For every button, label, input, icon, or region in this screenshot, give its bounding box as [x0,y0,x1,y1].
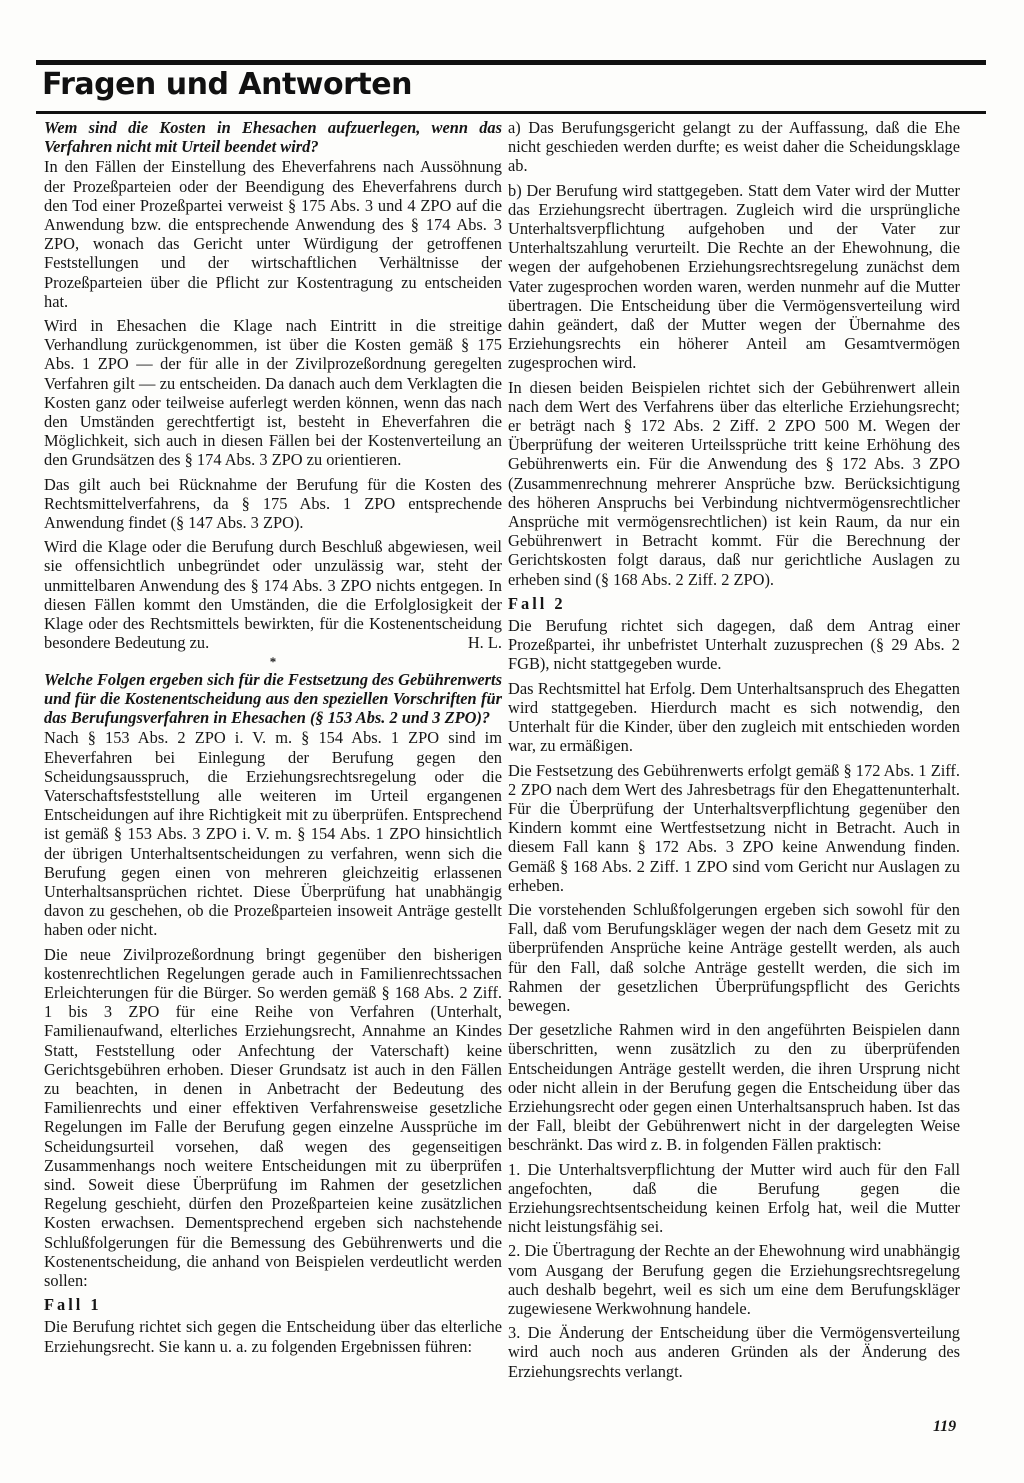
paragraph: Die Berufung richtet sich gegen die Entscheidung über das elterliche Erziehungsrecht. Sie kann u. a. zu folgenden Ergebnissen führen: [44,1317,502,1356]
question-heading: Welche Folgen ergeben sich für die Festsetzung des Gebührenwerts und für die Kostenentscheidung aus den speziellen Vorschriften für das Berufungsverfahren in Ehesachen (§ 153 Abs. 2 und 3 ZPO)? [44,669,502,728]
paragraph: Wird in Ehesachen die Klage nach Eintritt in die streitige Verhandlung zurückgenommen, ist über die Kosten gemäß § 175 Abs. 1 ZPO — der für alle in der Zivilprozeßordnung geregelten Verfahren gilt — zu entscheiden. Da danach auch dem Verklagten die Kosten ganz oder teilweise auferlegt werden können, wenn das nach den Umständen gerechtfertigt ist, besteht in Eheverfahren die Möglichkeit, sich auch in diesen Fällen bei der Kostenverteilung an den Grundsätzen des § 174 Abs. 3 ZPO zu orientieren. [44,316,502,470]
section-separator: * [269,653,277,669]
paragraph: Die Festsetzung des Gebührenwerts erfolgt gemäß § 172 Abs. 1 Ziff. 2 ZPO nach dem Wert des Jahresbetrags für den Ehegattenunterhalt. Für die Überprüfung der Unterhaltsverpflichtung gegenüber den Kindern kommt eine Wertfestsetzung nicht in Betracht. Auch in diesem Fall kann § 172 Abs. 3 ZPO keine Anwendung finden. Gemäß § 168 Abs. 2 Ziff. 1 ZPO sind vom Gericht nur Auslagen zu erheben. [508,760,960,895]
paragraph: a) Das Berufungsgericht gelangt zu der Auffassung, daß die Ehe nicht geschieden werden durfte; es weist daher die Scheidungsklage ab. [508,118,960,176]
paragraph: b) Der Berufung wird stattgegeben. Statt dem Vater wird der Mutter das Erziehungsrecht übertragen. Zugleich wird die ursprüngliche Unterhaltsverpflichtung aufgehoben und der Vater zur Unterhaltszahlung verurteilt. Die Rechte an der Ehewohnung, die wegen der aufgehobenen Erziehungsrechtsregelung zunächst dem Vater zugesprochen worden waren, werden nunmehr auf die Mutter übertragen. Die Entscheidung über die Vermögensverteilung wird dahin geändert, daß der Mutter wegen der Übernahme des Erziehungsrechts ein höherer Anteil am Gesamtvermögen zugesprochen wird. [508,180,960,373]
left-column [44,118,502,1361]
paragraph: In diesen beiden Beispielen richtet sich der Gebührenwert allein nach dem Wert des Verfahrens über das elterliche Erziehungsrecht; er beträgt nach § 172 Abs. 2 Ziff. 2 ZPO 500 M. Wegen der Überprüfung der weiteren Urteilssprüche tritt keine Erhöhung des Gebührenwerts ein. Für die Anwendung des § 172 Abs. 3 ZPO (Zusammenrechnung mehrerer Ansprüche bzw. Berücksichtigung des höheren Anspruchs bei Verbindung nichtvermögensrechtlicher Ansprüche mit vermögensrechtlichen) ist kein Raum, da nur ein Gebührenwert in Betracht kommt. Für die Berechnung der Gerichtskosten folgt daraus, daß nur gerichtliche Auslagen zu erheben sind (§ 168 Abs. 2 Ziff. 2 ZPO). [508,377,960,589]
paragraph: Das gilt auch bei Rücknahme der Berufung für die Kosten des Rechtsmittelverfahrens, da § 175 Abs. 1 ZPO entsprechende Anwendung findet (§ 147 Abs. 3 ZPO). [44,474,502,533]
question-heading: Wem sind die Kosten in Ehesachen aufzuerlegen, wenn das Verfahren nicht mit Urteil beendet wird? [44,118,502,157]
list-item: 1. Die Unterhaltsverpflichtung der Mutter wird auch für den Fall angefochten, daß die Berufung gegen die Erziehungsrechtsentscheidung keinen Erfolg hat, weil die Mutter nicht leistungsfähig sei. [508,1159,960,1237]
case-heading: Fall 1 [44,1295,102,1315]
author-signature: H. L. [467,633,502,653]
paragraph: Die Berufung richtet sich dagegen, daß dem Antrag einer Prozeßpartei, ihr unbefristet Unterhalt zuzusprechen (§ 29 Abs. 2 FGB), nicht stattgegeben wurde. [508,616,960,674]
page-number: 119 [933,1418,957,1435]
paragraph: Der gesetzliche Rahmen wird in den angeführten Beispielen dann überschritten, wenn zusätzlich zu den zu überprüfenden Entscheidungen Anträge gestellt werden, die ihren Ursprung nicht oder nicht allein in der Berufung gegen die Entscheidung über das Erziehungsrecht oder gegen einen Unterhaltsanspruch haben. Ist das der Fall, bleibt der Gebührenwert nicht in der dargelegten Weise beschränkt. Das wird z. B. in folgenden Fällen praktisch: [508,1020,960,1155]
list-item: 2. Die Übertragung der Rechte an der Ehewohnung wird unabhängig vom Ausgang der Berufung gegen die Erziehungsrechtsregelung auch deshalb begehrt, weil es sich um eine dem Berufungskläger zugewiesene Werkwohnung handele. [508,1241,960,1318]
paragraph: Wird die Klage oder die Berufung durch Beschluß abgewiesen, weil sie offensichtlich unbegründet oder unzulässig war, steht der unmittelbaren Anwendung des § 174 Abs. 3 ZPO nichts entgegen. In diesen Fällen kommt den Umständen, die die Erfolglosigkeit der Klage oder des Rechtsmittels bewirkten, für die Kostenentscheidung besondere Bedeutung zu. [44,537,502,653]
paragraph: Nach § 153 Abs. 2 ZPO i. V. m. § 154 Abs. 1 ZPO sind im Eheverfahren bei Einlegung der Berufung gegen den Scheidungsausspruch, die Erziehungsrechtsregelung oder die Vaterschaftsfeststellung alle weiteren im Urteil ergangenen Entscheidungen auf ihre Richtigkeit mit zu überprüfen. Entsprechend ist gemäß § 153 Abs. 3 ZPO i. V. m. § 154 Abs. 1 ZPO hinsichtlich der übrigen Unterhaltsentscheidungen zu verfahren, wenn sich die Berufung gegen einen von mehreren gleichzeitig erlassenen Unterhaltsansprüchen richtet. Diese Überprüfung hat unabhängig davon zu geschehen, ob die Prozeßparteien insoweit Anträge gestellt haben oder nicht. [44,728,502,940]
list-item: 3. Die Änderung der Entscheidung über die Vermögensverteilung wird auch noch aus anderen Gründen als der Änderung des Erziehungsrechts verlangt. [508,1323,960,1381]
page-title: Fragen und Antworten [42,67,412,102]
right-column [508,118,960,1386]
paragraph: In den Fällen der Einstellung des Eheverfahrens nach Aussöhnung der Prozeßparteien oder der Beendigung des Eheverfahrens durch den Tod einer Prozeßpartei verweist § 175 Abs. 3 und 4 ZPO auf die Anwendung bzw. die entsprechende Anwendung des § 174 Abs. 3 ZPO, wonach das Gericht unter Würdigung der getroffenen Feststellungen und der wirtschaftlichen Verhältnisse der Prozeßparteien über die Pflicht zur Kostentragung zu entscheiden hat. [44,157,502,311]
section-header [36,60,986,114]
case-heading: Fall 2 [508,593,566,613]
paragraph: Die neue Zivilprozeßordnung bringt gegenüber den bisherigen kostenrechtlichen Regelungen gerade auch in Familienrechtssachen Erleichterungen für die Bürger. So werden gemäß § 168 Abs. 2 Ziff. 1 bis 3 ZPO für eine Reihe von Verfahren (Unterhalt, Familienaufwand, elterliches Erziehungsrecht, Annahme an Kindes Statt, Feststellung oder Anfechtung der Vaterschaft) keine Gerichtsgebühren erhoben. Dieser Grundsatz ist auch in den Fällen zu beachten, in denen in Anbetracht der Bedeutung des Familienrechts und einer effektiven Verfahrensweise gesetzliche Regelungen im Falle der Berufung gegen einzelne Aussprüche im Scheidungsurteil vorsehen, daß wegen des gegenseitigen Zusammenhangs noch weitere Entscheidungen mit zu überprüfen sind. Soweit diese Überprüfung im Rahmen der gesetzlichen Regelung geschieht, dürfen den Prozeßparteien keine zusätzlichen Kosten erwachsen. Dementsprechend ergeben sich nachstehende Schlußfolgerungen für die Bemessung des Gebührenwerts und die Kostenentscheidung, die anhand von Beispielen verdeutlicht werden sollen: [44,944,502,1290]
paragraph: Das Rechtsmittel hat Erfolg. Dem Unterhaltsanspruch des Ehegatten wird stattgegeben. Hierdurch macht es sich notwendig, den Unterhalt für die Kinder, über den zugleich mit entschieden worden war, zu ermäßigen. [508,678,960,756]
paragraph: Die vorstehenden Schlußfolgerungen ergeben sich sowohl für den Fall, daß vom Berufungskläger wegen der nach dem Gesetz mit zu überprüfenden Ansprüche keine Anträge gestellt werden, als auch für den Fall, daß solche Anträge gestellt werden, die sich im Rahmen der gesetzlichen Überprüfungspflicht des Gerichts bewegen. [508,899,960,1015]
